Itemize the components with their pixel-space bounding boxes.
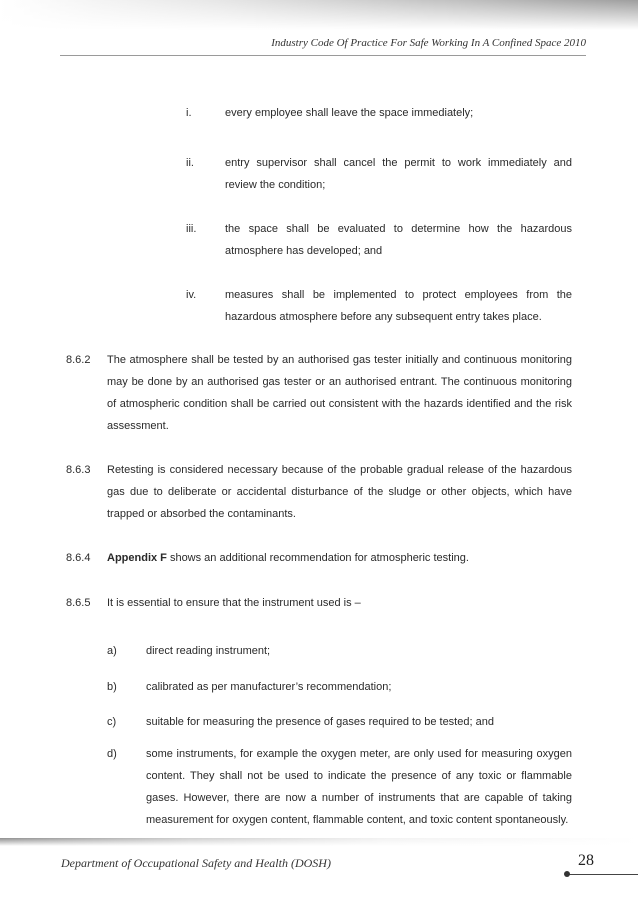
section-8-6-4: [66, 547, 572, 569]
section-text: Retesting is considered necessary because of the probable gradual release of the hazardous gas due to deliberate or accidental disturbance of the sludge or other objects, which have trapped or absorbed the contaminants.: [107, 464, 572, 520]
list-item-roman-iv: [186, 284, 572, 328]
list-item-text: calibrated as per manufacturer’s recommendation;: [146, 681, 392, 693]
list-item-alpha-a: [107, 640, 572, 662]
footer-bullet-icon: [564, 871, 570, 877]
appendix-reference: Appendix F: [107, 552, 167, 564]
list-item-text: direct reading instrument;: [146, 645, 271, 657]
list-marker: c): [107, 716, 117, 728]
page-number: 28: [578, 852, 594, 869]
section-number: 8.6.3: [66, 464, 91, 476]
list-item-alpha-c: [107, 711, 572, 733]
list-marker: i.: [186, 107, 192, 119]
section-number: 8.6.5: [66, 597, 91, 609]
section-text: The atmosphere shall be tested by an authorised gas tester initially and continuous monitoring may be done by an authorised gas tester or an authorised entrant. The continuous monitoring of atmospheric condition shall be carried out consistent with the hazards identified and the risk assessment.: [107, 354, 572, 432]
list-item-alpha-b: [107, 676, 572, 698]
section-text: It is essential to ensure that the instrument used is –: [107, 597, 361, 609]
list-marker: b): [107, 681, 117, 693]
running-header-title: Industry Code Of Practice For Safe Working In A Confined Space 2010: [271, 37, 586, 49]
section-number: 8.6.4: [66, 552, 91, 564]
header-divider: [60, 55, 586, 56]
list-marker: ii.: [186, 157, 194, 169]
list-item-alpha-d: [107, 743, 572, 831]
list-marker: d): [107, 748, 117, 760]
list-item-text: some instruments, for example the oxygen meter, are only used for measuring oxygen content. They shall not be used to indicate the presence of any toxic or flammable gases. However, there are now a number of instruments that are capable of taking measurement for oxygen content, flammable content, and toxic content spontaneously.: [146, 748, 572, 826]
section-8-6-2: [66, 349, 572, 437]
list-item-text: measures shall be implemented to protect employees from the hazardous atmosphere before any subsequent entry takes place.: [225, 289, 572, 323]
list-item-text: entry supervisor shall cancel the permit to work immediately and review the condition;: [225, 157, 572, 191]
list-marker: a): [107, 645, 117, 657]
section-8-6-3: [66, 459, 572, 525]
list-item-roman-ii: [186, 152, 572, 196]
list-item-text: the space shall be evaluated to determine how the hazardous atmosphere has developed; and: [225, 223, 572, 257]
header-gradient-band: [0, 0, 638, 30]
list-marker: iv.: [186, 289, 197, 301]
footer-gradient-band: [0, 838, 638, 858]
list-item-text: suitable for measuring the presence of gases required to be tested; and: [146, 716, 494, 728]
section-text: [107, 547, 572, 569]
footer-rule: [568, 874, 638, 875]
footer-department: Department of Occupational Safety and Health (DOSH): [61, 856, 331, 870]
section-8-6-5: [66, 592, 572, 614]
list-item-text: every employee shall leave the space immediately;: [225, 107, 474, 119]
list-item-roman-iii: [186, 218, 572, 262]
section-number: 8.6.2: [66, 354, 91, 366]
section-text-rest: shows an additional recommendation for atmospheric testing.: [166, 552, 469, 564]
list-marker: iii.: [186, 223, 197, 235]
list-item-roman-i: [186, 102, 572, 124]
